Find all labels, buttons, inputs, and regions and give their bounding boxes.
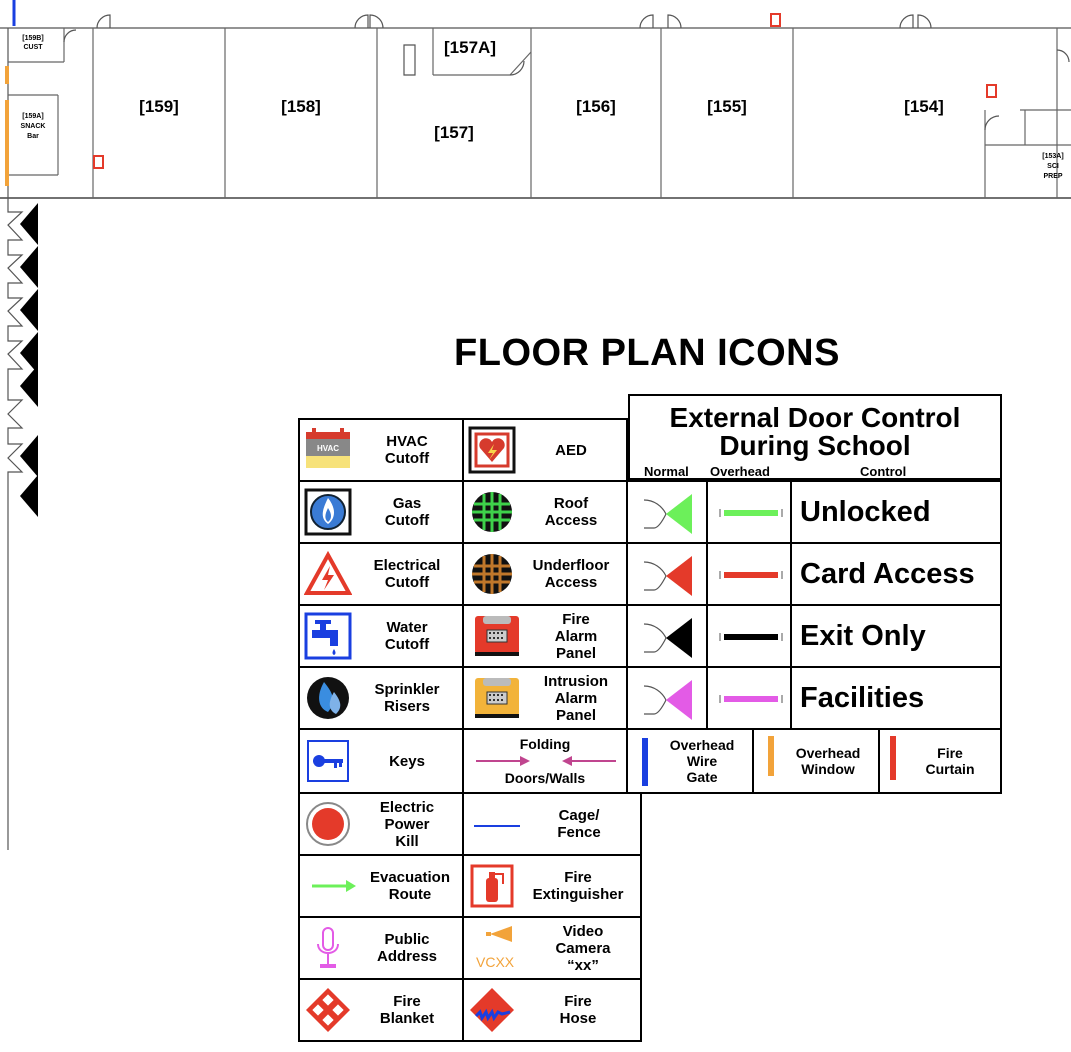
door-control-label-3: Facilities	[800, 681, 925, 714]
door-normal-0	[626, 480, 708, 544]
door-control-label-1: Card Access	[800, 557, 975, 590]
intrusion-label: Intrusion Alarm Panel	[543, 672, 609, 724]
folding-doors-icon	[472, 752, 620, 770]
fire-alarm-label: Fire Alarm Panel	[554, 610, 598, 662]
room-155-label: [155]	[707, 97, 747, 116]
door-control-label-0: Unlocked	[800, 495, 931, 528]
fire-curtain-label: Fire Curtain	[925, 745, 975, 777]
roof-label: Roof Access	[544, 495, 598, 529]
external-door-header	[628, 394, 1002, 480]
cage-label: Cage/ Fence	[557, 807, 601, 841]
door-normal-icon-2	[640, 616, 696, 660]
legend-fire-blanket	[298, 978, 464, 1042]
legend-extinguisher	[462, 854, 642, 918]
video-camera-label: Video Camera “xx”	[555, 922, 611, 974]
keys-label: Keys	[389, 752, 425, 770]
room-153a-name2: PREP	[1043, 173, 1063, 180]
door-overhead-icon-2	[718, 630, 784, 644]
legend-cage	[462, 792, 642, 856]
water-label: Water Cutoff	[384, 619, 430, 653]
fire-alarm-panel-icon	[467, 612, 527, 660]
door-normal-icon-0	[640, 492, 696, 536]
electrical-label: Electrical Cutoff	[373, 557, 441, 591]
intrusion-alarm-panel-icon	[467, 674, 527, 722]
legend-fire-hose	[462, 978, 642, 1042]
room-159a-number: [159A]	[22, 113, 44, 120]
gas-flame-icon	[304, 488, 352, 536]
legend-fire-curtain	[878, 728, 1002, 794]
room-159a-name2: Bar	[27, 133, 39, 140]
legend-title: FLOOR PLAN ICONS	[454, 332, 840, 374]
exit-doors-left	[8, 198, 38, 850]
cage-fence-icon	[474, 825, 520, 827]
legend-power-kill	[298, 792, 464, 856]
wire-gate-icon	[642, 738, 648, 786]
legend-water	[298, 604, 464, 668]
room-159b-name: CUST	[23, 44, 43, 51]
room-159a-name: SNACK	[20, 123, 46, 130]
evacuation-arrow-icon	[304, 862, 360, 910]
aed-icon	[468, 426, 516, 474]
underfloor-access-icon	[468, 550, 516, 598]
door-overhead-1	[706, 542, 792, 606]
fire-alarm-markers	[94, 14, 996, 168]
door-control-3	[790, 666, 1002, 730]
electrical-warning-icon	[304, 550, 352, 598]
hvac-label: HVAC Cutoff	[384, 433, 430, 467]
door-overhead-icon-0	[718, 506, 784, 520]
legend-intrusion	[462, 666, 628, 730]
video-code: VCXX	[476, 954, 515, 970]
door-overhead-2	[706, 604, 792, 668]
aed-label: AED	[555, 441, 587, 459]
door-normal-1	[626, 542, 708, 606]
public-address-label: Public Address	[376, 931, 438, 965]
legend-gas	[298, 480, 464, 544]
door-normal-icon-1	[640, 554, 696, 598]
door-overhead-icon-3	[718, 692, 784, 706]
col-control: Control	[860, 464, 907, 479]
power-kill-button-icon	[304, 800, 352, 848]
microphone-icon	[304, 924, 352, 972]
underfloor-label: Underfloor Access	[532, 557, 610, 591]
key-icon	[304, 737, 352, 785]
room-153a-number: [153A]	[1042, 153, 1064, 160]
roof-access-icon	[468, 488, 516, 536]
fire-extinguisher-icon	[468, 862, 516, 910]
room-156-label: [156]	[576, 97, 616, 116]
legend-folding	[462, 728, 628, 794]
room-153a-name: SCI	[1047, 163, 1059, 170]
room-158-label: [158]	[281, 97, 321, 116]
legend-sprinkler	[298, 666, 464, 730]
door-control-0	[790, 480, 1002, 544]
water-faucet-icon	[304, 612, 352, 660]
power-kill-label: Electric Power Kill	[379, 798, 435, 850]
room-157a-label: [157A]	[444, 38, 496, 57]
external-door-title: External Door Control During School	[669, 402, 961, 461]
fire-blanket-icon	[304, 986, 352, 1034]
fire-hose-label: Fire Hose	[559, 993, 597, 1027]
col-overhead: Overhead	[710, 464, 770, 479]
gas-label: Gas Cutoff	[384, 495, 430, 529]
legend-keys	[298, 728, 464, 794]
door-control-label-2: Exit Only	[800, 619, 926, 652]
room-154-label: [154]	[904, 97, 944, 116]
legend-roof	[462, 480, 628, 544]
overhead-window-label: Overhead Window	[795, 745, 861, 777]
door-control-1	[790, 542, 1002, 606]
folding-label: Folding Doors/Walls	[504, 735, 586, 786]
door-normal-icon-3	[640, 678, 696, 722]
legend-fire-alarm	[462, 604, 628, 668]
door-normal-2	[626, 604, 708, 668]
wire-gate-label: Overhead Wire Gate	[669, 737, 735, 785]
legend-hvac	[298, 418, 464, 482]
legend-overhead-window	[752, 728, 880, 794]
door-control-2	[790, 604, 1002, 668]
legend-wire-gate	[626, 728, 754, 794]
legend-underfloor	[462, 542, 628, 606]
room-157-label: [157]	[434, 123, 474, 142]
hvac-icon	[304, 426, 352, 474]
door-overhead-3	[706, 666, 792, 730]
door-overhead-0	[706, 480, 792, 544]
evacuation-label: Evacuation Route	[369, 869, 451, 903]
room-159-label: [159]	[139, 97, 179, 116]
fire-blanket-label: Fire Blanket	[379, 993, 435, 1027]
legend-video-camera	[462, 916, 642, 980]
fire-hose-icon	[468, 986, 516, 1034]
sprinkler-label: Sprinkler Risers	[374, 681, 440, 715]
extinguisher-label: Fire Extinguisher	[532, 869, 624, 903]
legend-evacuation	[298, 854, 464, 918]
video-camera-icon	[486, 924, 516, 944]
overhead-window-icon	[768, 736, 774, 776]
legend-public-address	[298, 916, 464, 980]
sprinkler-riser-icon	[304, 674, 352, 722]
legend-aed	[462, 418, 628, 482]
door-overhead-icon-1	[718, 568, 784, 582]
col-normal: Normal	[644, 464, 689, 479]
legend-electrical	[298, 542, 464, 606]
door-normal-3	[626, 666, 708, 730]
hvac-badge: HVAC	[316, 444, 340, 453]
room-159b-number: [159B]	[22, 35, 44, 42]
fire-curtain-icon	[890, 736, 896, 780]
